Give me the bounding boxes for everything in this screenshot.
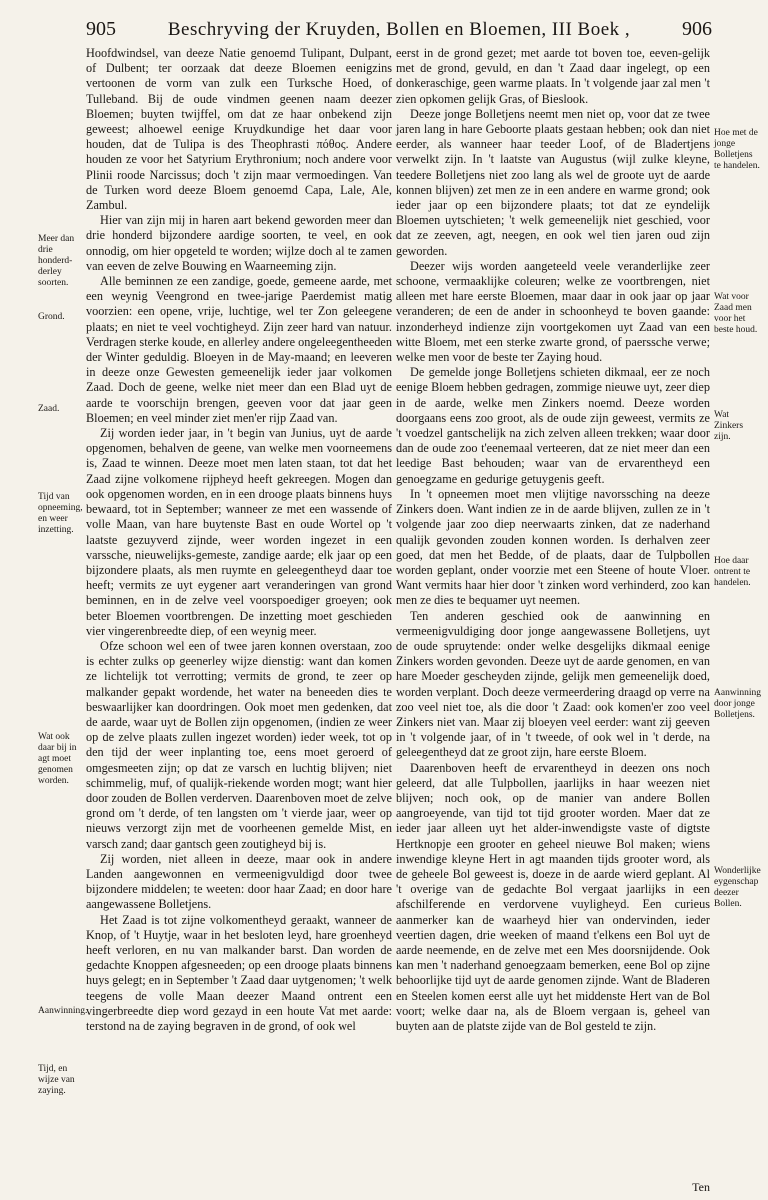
margin-note: Zaad. [38,404,60,414]
right-text-column [396,46,710,1034]
margin-note: Wonderlijke eygenschap deezer Bollen. [714,866,761,909]
margin-note: Hoe met de jonge Bolletjens te handelen. [714,128,760,171]
margin-note: Hoe daar ontrent te handelen. [714,556,751,588]
left-page-number: 905 [86,18,116,40]
margin-note: Tijd van opneeming, en weer inzetting. [38,492,83,535]
paragraph: Ofze schoon wel een of twee jaren konnen overstaan, zoo is echter zulks op geenerley wijze dienstig: want dan komen ze lichtelijk tot verrotting; vermits de grond, te zeer op malkander gepakt wordende, het water na beneeden dies te beswaarlijker kan doordringen. Ook moet men gedenken, dat de aarde, waar uyt de Bollen zijn opgenomen, (indien ze weer op de zelve plaats zullen ingezet worden) ieder week, tot op den tijd der weer inplanting toe, eens moet geroerd of omgesmeeten zijn; op dat ze varsch en luchtig blijven; niet schimmelig, muf, of qualijk-riekende worden mogt; want hier door zouden de Bollen verderven. Daarenboven moet de zelve grond om 't derde, of ten langsten om 't vierde jaar, weer op nieuws verzorgt zijn met de voorheenen gemelde Mist, en varsch zand; daar gantsch geen zoutigheyd bij is. [86,638,392,851]
running-header [86,18,712,46]
margin-note: Tijd, en wijze van zaying. [38,1064,75,1096]
margin-note: Wat Zinkers zijn. [714,410,744,442]
margin-note: Grond. [38,312,65,322]
margin-note: Wat voor Zaad men voor het beste houd. [714,292,758,335]
paragraph: Hier van zijn mij in haren aart bekend geworden meer dan drie honderd bijzondere aardige soorten, te veel, en ook onnodig, om hier opgeteld te worden; wijlze doch al te zamen van eeven de zelve Bouwing en Waarneeming zijn. [86,213,392,273]
left-text-column [86,46,392,1034]
paragraph: De gemelde jonge Bolletjens schieten dikmaal, eer ze noch eenige Bloem hebben gedragen, zommige nieuwe uyt, zeer diep in de aarde, welke men Zinkers noemd. Deeze worden doorgaans eens zoo groot, als de oude zijn geweest, vermits ze 't voedzel gantschelijk na zich zelven alleen trekken; waar door dan de oude zoo t'eenemaal verteeren, dat ze niet meer dan een leedige Bast behouden; waar van de ervarentheyd een genoegzame en gedurige getuygenis geeft. [396,365,710,486]
right-page-number: 906 [682,18,712,40]
paragraph: Daarenboven heeft de ervarentheyd in deezen ons noch geleerd, dat alle Tulpbollen, jaarlijks in haar weezen niet blijven; noch ook, op de manier van andere Bollen aangroeyende, van tijd tot tijd grooter worden. Maer dat ze ieder jaar alleen uyt het alder-inwendigste vaste of digtste Hertknopje een grooter en geheel nieuwe Bol maken; wiens inwendige kleyne Hert in agt maanden tijds grooter word, als de geheele Bol geweest is, doeze in de aarde wierd geplant. Al 't overige van de gedachte Bol vergaat jaarlijks in een afschilferende en verdorvene vuyligheyd. Een curieus aanmerker kan de waarheyd hier van ondervinden, ieder veertien dagen, drie weeken of maand t'elkens een Bol uyt de aarde neemende, en de zelve met een Mes doorsnijdende. Ook kan men 't naderhand genoegzaam bemerken, eene Bol op zijne behoorlijke tijd uyt de aarde genomen zijnde. Want de Bladeren en Steelen komen eerst alle uyt het middenste Hert van de Bol voort; welke daar na, als de Bloem vergaan is, geheel van buyten aan de platste zijde van de Bol gesteld te zijn. [396,760,710,1033]
paragraph: Zij worden, niet alleen in deeze, maar ook in andere Landen aangewonnen en vermeenigvuldigd door twee bijzondere middelen; te weeten: door haar Zaad; en door hare aangewassene Bolletjens. [86,851,392,912]
paragraph: Zij worden ieder jaar, in 't begin van Junius, uyt de aarde opgenomen, behalven de geene, van welke men voorneemens is, Zaad te winnen. Deeze moet men laten staan, tot dat het Zaad zijne volkomene rijpheyd heeft gekreegen. Mogen dan ook opgenomen worden, en in een drooge plaats binnens huys bewaard, tot in September; wanneer ze met een wassende of volle Maan, van hare buytenste Bast en oude Wortel op 't laatste gezuyverd zijnde, weer worden ingezet in een varssche, nieuwelijks-gemeste, zandige aarde; elk jaar op een bijzondere plaats, als men ruymte en geleegentheyd daar toe heeft; vermits ze uyt eygener aart veranderingen van grond beminnen, en in de zelve veel voorspoediger groeyen; ook beter Bloemen voortbrengen. De inzetting moet geschieden vier vingerenbreedte diep, of een weynig meer. [86,426,392,638]
running-title: Beschryving der Kruyden, Bollen en Bloemen, III Boek , [167,19,631,40]
paragraph: eerst in de grond gezet; met aarde tot boven toe, eeven-gelijk met de grond, gevuld, en dan 't Zaad daar ingelegt, op een donkeraschige, geen warme plaats. In 't volgende jaar zal men 't zien opkomen gelijk Gras, of Bieslook. [396,46,710,106]
paragraph: Ten anderen geschied ook de aanwinning en vermeenigvuldiging door jonge aangewassene Bolletjens, uyt de oude spruytende: onder welke desgelijks dikmaal eenige Zinkers worden gevonden. Deeze uyt de aarde genomen, en van hare Moeder gescheyden zijnde, gelijk men gemeenelijk doed, worden verplant. Doch deeze vermeerdering draagd op verre na zoo veel niet toe, als die door 't Zaad: ook komen'er zoo veel Zinkers niet van. Maar zij bloeyen veel eerder: want zij geeven in 't volgende jaar, of in 't tweede, of ook wel in 't derde, na geleegentheyd dat ze groot zijn, hare eerste Bloem. [396,608,710,760]
paragraph: Deezer wijs worden aangeteeld veele veranderlijke zeer schoone, vermaaklijke coleuren; welke ze voortbrengen, niet alleen met hare eerste Bloemen, maar daar in ook jaar op jaar veranderen; de een de ander in schoonheyd te boven gaande: inzonderheyd indienze zijn voortgekomen uyt Zaad van een witte Bloem, met een sterke zwarte grond, of paerssche verwe; welke men voor de beste ter Zaying houd. [396,258,710,365]
paragraph: Het Zaad is tot zijne volkomentheyd geraakt, wanneer de Knop, of 't Huytje, waar in het besloten leyd, hare groenheyd heeft verloren, en nu van malkander barst. Dan worden de gedachte Knoppen afgesneeden; op een drooge plaats binnens huys gelegt; en in September 't Zaad daar uytgenomen; 't welk teegens de volle Maan deezer Maand ontrent een vingerbreedte diep word gezayd in een houte Vat met aarde: terstond na de zaying begraven in de grond, of ook wel [86,912,392,1033]
paragraph: Deeze jonge Bolletjens neemt men niet op, voor dat ze twee jaren lang in hare Geboorte plaats gestaan hebben; ook dan niet eerder, als wanneer haar teeder Loof, of de Bladertjens verwelkt zijn. In 't laatste van Augustus (wijl zulke kleyne, teedere Bolletjens niet zoo lang als wel de groote uyt de aarde konnen blijven) zet men ze in een andere en warme grond; ook ieder jaar op een bijzondere plaats; tot dat ze eyndelijk Bloemen uytschieten; 't welk gemeenelijk niet geschied, voor dat ze zeeven, agt, neegen, en ook wel tien jaren oud zijn geworden. [396,106,710,258]
paragraph: In 't opneemen moet men vlijtige navorssching na deeze Zinkers doen. Want indien ze in de aarde blijven, zullen ze in 't volgende jaar zoo diep neerwaarts zinken, dat ze naderhand qualijk gevonden zouden konnen worden. Is derhalven zeer goed, dat men het Bedde, of de plaats, daar de Tulpbollen worden geplant, onder voorzie met een Steene of houte Vloer. Want vermits haar hier door 't zinken word verhinderd, zoo kan men ze dies te bequamer uyt neemen. [396,486,710,608]
catchword: Ten [692,1180,710,1194]
margin-note: Meer dan drie honderd-derley soorten. [38,234,75,288]
margin-note: Aanwinning. [38,1006,88,1016]
margin-note: Wat ook daar bij in agt moet genomen worden. [38,732,77,786]
paragraph: Alle beminnen ze een zandige, goede, gemeene aarde, met een weynig Veengrond en twee-jarige Paerdemist matig voorzien: een opene, vrije, luchtige, wel ter Zon geleegene plaats; en niet te veel vochtigheyd. Zijn zeer hard van natuur. Verdragen sterke koude, en allerley andere ongeleegentheeden der Winter geduldig. Bloeyen in de May-maand; en leeveren in deeze onze Gewesten gemeenelijk ieder jaar volkomen Zaad. Doch de geene, welke niet meer dan een Blad uyt de aarde te voorschijn brengen, geeven voor dat jaar geen Bloemen; en veel minder ziet men'er rijp Zaad van. [86,274,392,425]
margin-note: Aanwinning door jonge Bolletjens. [714,688,761,720]
paragraph: Hoofdwindsel, van deeze Natie genoemd Tulipant, Dulpant, of Dulbent; ter oorzaak dat deeze Bloemen eenigzins vertoonen de vorm van zulk een Turksche Hoed, of Tulleband. Bij de oude vindmen geenen naam deezer Bloemen; buyten twijffel, om dat ze haar onbekend zijn geweest; alhoewel eenige Kruydkundige het daar voor houden, dat de Tulipa is des Theophrasti πόθος. Andere houden ze voor het Satyrium Erythronium; noch andere voor Plinii roode Narcissus; doch 't zijn maar vermoedingen. Van de Turken word deeze Bloem genoemd Capa, Lale, Ale, Zambul. [86,46,392,213]
